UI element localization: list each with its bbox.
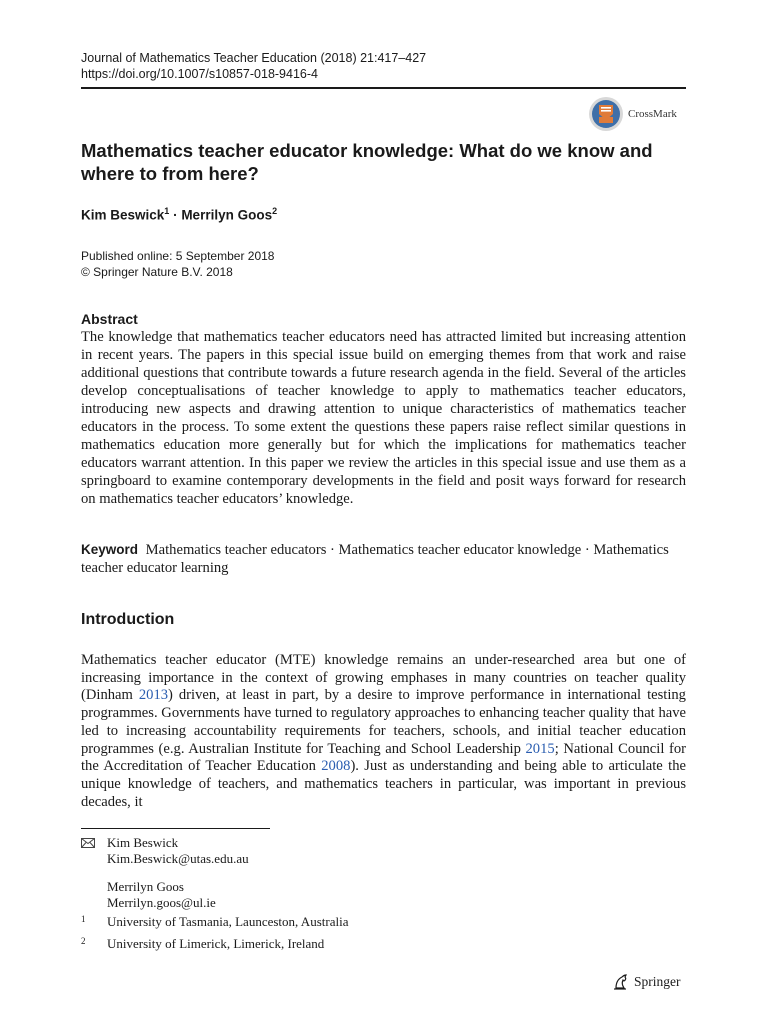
affiliation-number: 2 [81,936,86,946]
affiliation-number: 1 [81,914,86,924]
citation-link[interactable]: 2013 [138,687,169,704]
contact-email[interactable]: Kim.Beswick@utas.edu.au [107,851,249,866]
publisher-logo [612,973,681,991]
affiliation-text: University of Tasmania, Launceston, Australia [107,914,349,929]
contact-entry [81,879,249,911]
author-contacts [81,835,249,911]
keywords-text: Mathematics teacher educators · Mathematics teacher educator knowledge · Mathematics teacher educator learning [81,542,669,576]
section-heading-introduction: Introduction [81,611,175,628]
article-title: Mathematics teacher educator knowledge: What do we know and where to from here? [81,140,653,184]
crossmark-label: CrossMark [628,108,677,120]
paragraph-text: ). Just as understanding and being able to articulate the unique knowledge of teachers, and mathematics teachers in particular, was important in previous decades, it [81,758,686,810]
author-affil-marker: 2 [272,206,278,216]
crossmark-badge[interactable] [588,96,677,132]
footnote-divider [81,828,270,829]
abstract-heading: Abstract [81,311,138,327]
keywords [81,541,686,577]
affiliation-item [81,936,348,952]
author-affil-marker: 1 [164,206,170,216]
journal-header [81,50,426,82]
crossmark-icon [588,96,624,132]
contact-email[interactable]: Merrilyn.goos@ul.ie [107,895,216,910]
introduction-paragraph [81,652,686,811]
copyright-notice: © Springer Nature B.V. 2018 [81,264,233,279]
author-name[interactable]: Merrilyn Goos [181,207,273,223]
paragraph-text: Mathematics teacher educator (MTE) knowledge remains an under-researched area but one of increasing importance in the context of growing emphases in many countries on teacher quality (Dinham [81,652,686,704]
affiliations [81,914,348,952]
header-divider [81,87,686,89]
abstract-text: The knowledge that mathematics teacher educators need has attracted limited but increasing attention in recent years. The papers in this special issue build on emerging themes from that work and raise additional questions that contribute towards a future research agenda in the field. Several of the articles develop conceptualisations of teacher knowledge to apply to mathematics teacher educators, introducing new aspects and drawing attention to unique characteristics of mathematics teacher educators in the process. To some extent the questions these papers raise reflect similar questions in mathematics education more generally but for which the implications for mathematics teacher educators warrant attention. In this paper we review the articles in this special issue and use them as a springboard to examine contemporary developments in the field and posit ways forward for research on mathematics teacher educators’ knowledge. [81,329,686,507]
published-date: Published online: 5 September 2018 [81,249,275,263]
citation-link[interactable]: 2008 [321,758,351,775]
doi-link[interactable]: https://doi.org/10.1007/s10857-018-9416-4 [81,67,318,81]
journal-citation: Journal of Mathematics Teacher Education (2018) 21:417–427 [81,51,427,65]
contact-name: Kim Beswick [107,835,179,850]
publication-info [81,249,274,280]
author-list [81,206,277,223]
author-separator: · [169,207,182,223]
author-name[interactable]: Kim Beswick [81,207,165,223]
springer-horse-icon [612,973,630,991]
affiliation-text: University of Limerick, Limerick, Ireland [107,936,325,951]
keywords-label: Keyword [81,542,139,557]
citation-link[interactable]: 2015 [525,740,555,757]
contact-entry [81,835,249,867]
paragraph-text: ; National Council for the Accreditation of Teacher Education [81,740,686,775]
contact-name: Merrilyn Goos [107,879,184,894]
publisher-name: Springer [634,974,681,989]
envelope-icon [81,838,95,848]
paragraph-text: ) driven, at least in part, by a desire to improve performance in international testing programmes. Governments have turned to regulatory approaches to enhancing teacher quality that have led to increasing accountability requirements for teachers, schools, and initial teacher education programmes (e.g. Australian Institute for Teaching and School Leadership [81,687,686,757]
affiliation-item [81,914,348,930]
